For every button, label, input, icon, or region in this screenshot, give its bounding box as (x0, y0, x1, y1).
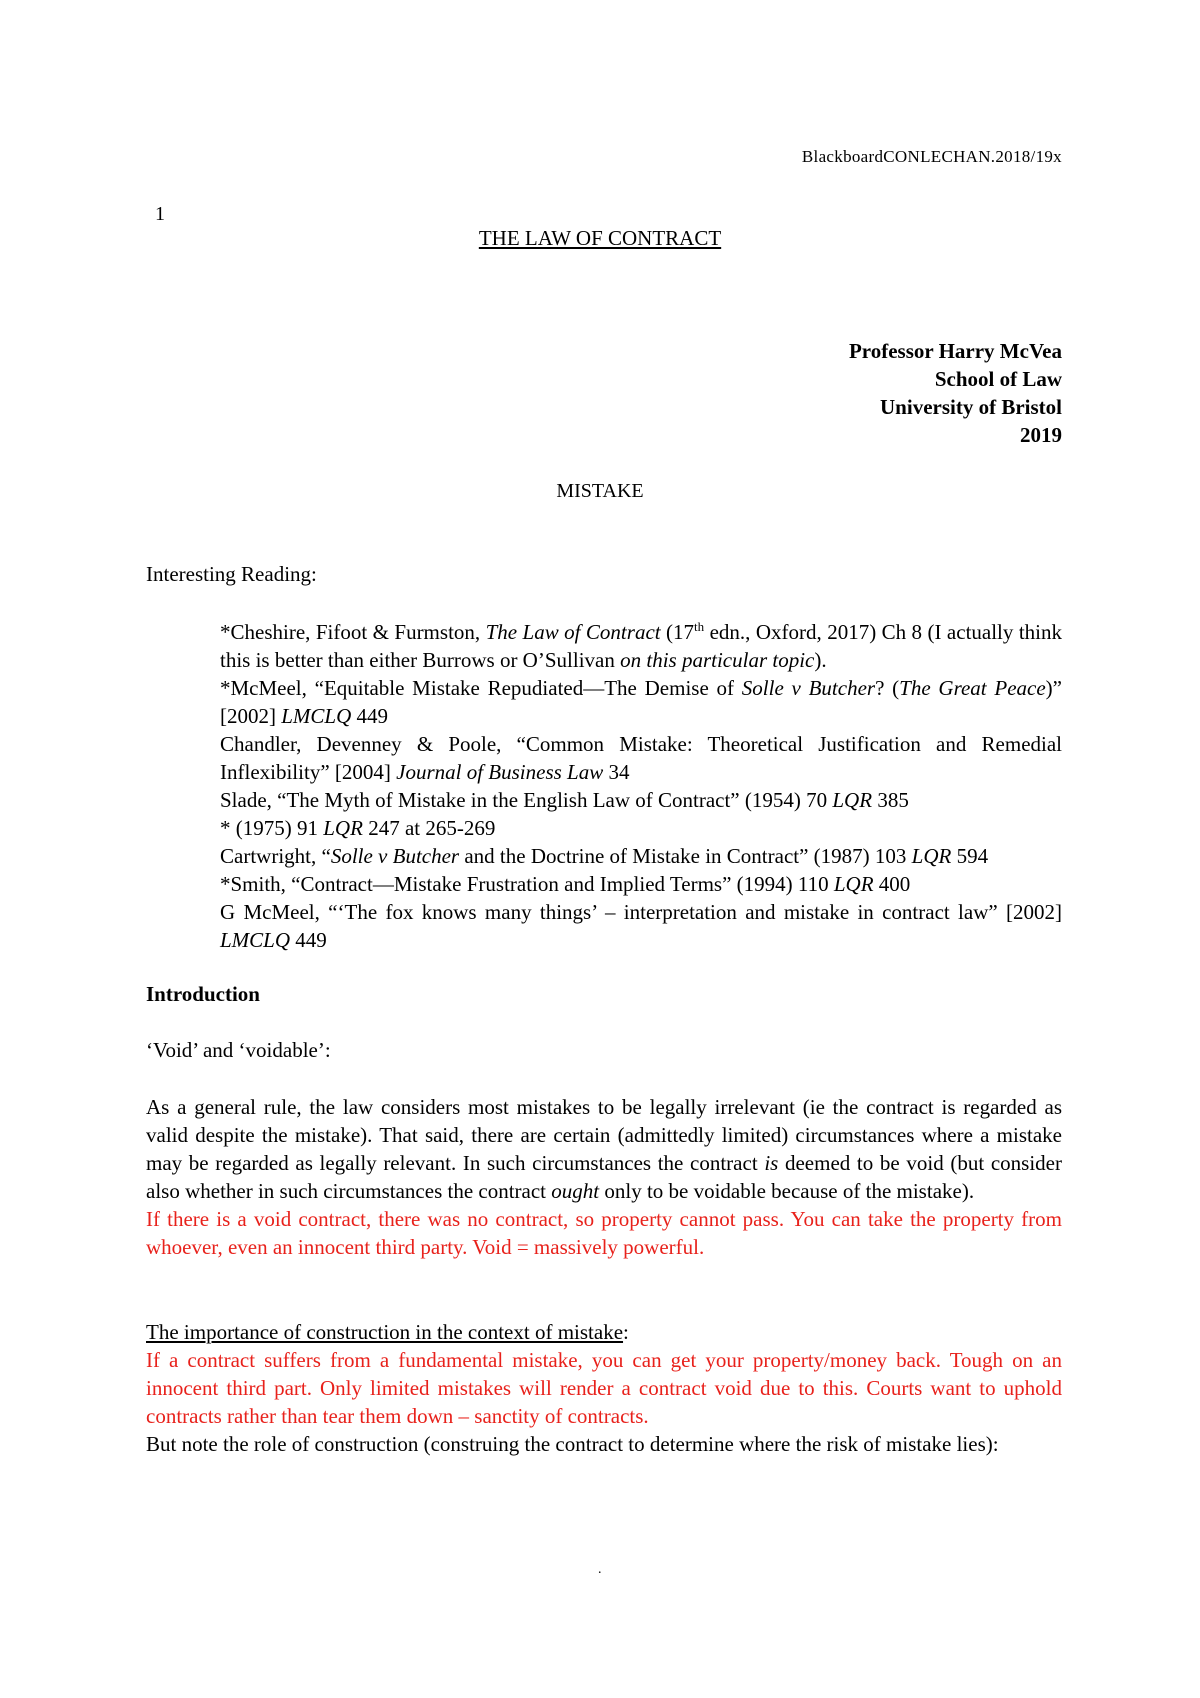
author-name: Professor Harry McVea (848, 339, 1062, 363)
reading-item: Cartwright, “Solle v Butcher and the Doctrine of Mistake in Contract” (1987) 103 LQR 594 (220, 844, 989, 868)
reading-item: *Smith, “Contract—Mistake Frustration and Implied Terms” (1994) 110 LQR 400 (220, 872, 911, 896)
reading-item: * (1975) 91 LQR 247 at 265-269 (220, 816, 496, 840)
author-block (849, 337, 1062, 449)
reading-label: Interesting Reading: (146, 562, 317, 586)
author-year: 2019 (1020, 423, 1062, 447)
construction-body (146, 1346, 1062, 1458)
reading-item: Slade, “The Myth of Mistake in the English Law of Contract” (1954) 70 LQR 385 (220, 788, 909, 812)
footer-mark: . (598, 1562, 602, 1577)
author-university: University of Bristol (880, 395, 1062, 419)
author-department: School of Law (934, 367, 1062, 391)
void-voidable-label: ‘Void’ and ‘voidable’: (146, 1038, 331, 1062)
reading-item: *Cheshire, Fifoot & Furmston, The Law of Contract (17th edn., Oxford, 2017) Ch 8 (I actually think this is better than either Burrows or O’Sullivan on this particular topic). (220, 619, 1062, 672)
introduction-heading: Introduction (146, 982, 260, 1006)
construction-heading: The importance of construction in the context of mistake: (146, 1320, 629, 1344)
document-reference: BlackboardCONLECHAN.2018/19x (801, 147, 1062, 166)
section-title: MISTAKE (556, 480, 644, 502)
reading-item: G McMeel, “‘The fox knows many things’ – interpretation and mistake in contract law” [2002] LMCLQ 449 (220, 900, 1062, 952)
introduction-body (146, 1093, 1062, 1261)
construction-role-paragraph: But note the role of construction (construing the contract to determine where the risk of mistake lies): (146, 1432, 999, 1456)
reading-list (220, 618, 1062, 954)
document-title: THE LAW OF CONTRACT (478, 226, 722, 250)
reading-item: Chandler, Devenney & Poole, “Common Mistake: Theoretical Justification and Remedial Inflexibility” [2004] Journal of Business Law 34 (220, 732, 1062, 784)
page-number: 1 (155, 203, 165, 225)
general-rule-paragraph: As a general rule, the law considers most mistakes to be legally irrelevant (ie the contract is regarded as valid despite the mistake). That said, there are certain (admittedly limited) circumstances where a mistake may be regarded as legally relevant. In such circumstances the contract is deemed to be void (but consider also whether in such circumstances the contract ought only to be voidable because of the mistake). (146, 1095, 1062, 1203)
void-contract-note: If there is a void contract, there was no contract, so property cannot pass. You can take the property from whoever, even an innocent third party. Void = massively powerful. (146, 1207, 1062, 1259)
reading-item: *McMeel, “Equitable Mistake Repudiated—The Demise of Solle v Butcher? (The Great Peace)” [2002] LMCLQ 449 (220, 676, 1062, 728)
fundamental-mistake-note: If a contract suffers from a fundamental mistake, you can get your property/money back. Tough on an innocent third part. Only limited mistakes will render a contract void due to this. Courts want to uphold contracts rather than tear them down – sanctity of contracts. (146, 1348, 1062, 1428)
